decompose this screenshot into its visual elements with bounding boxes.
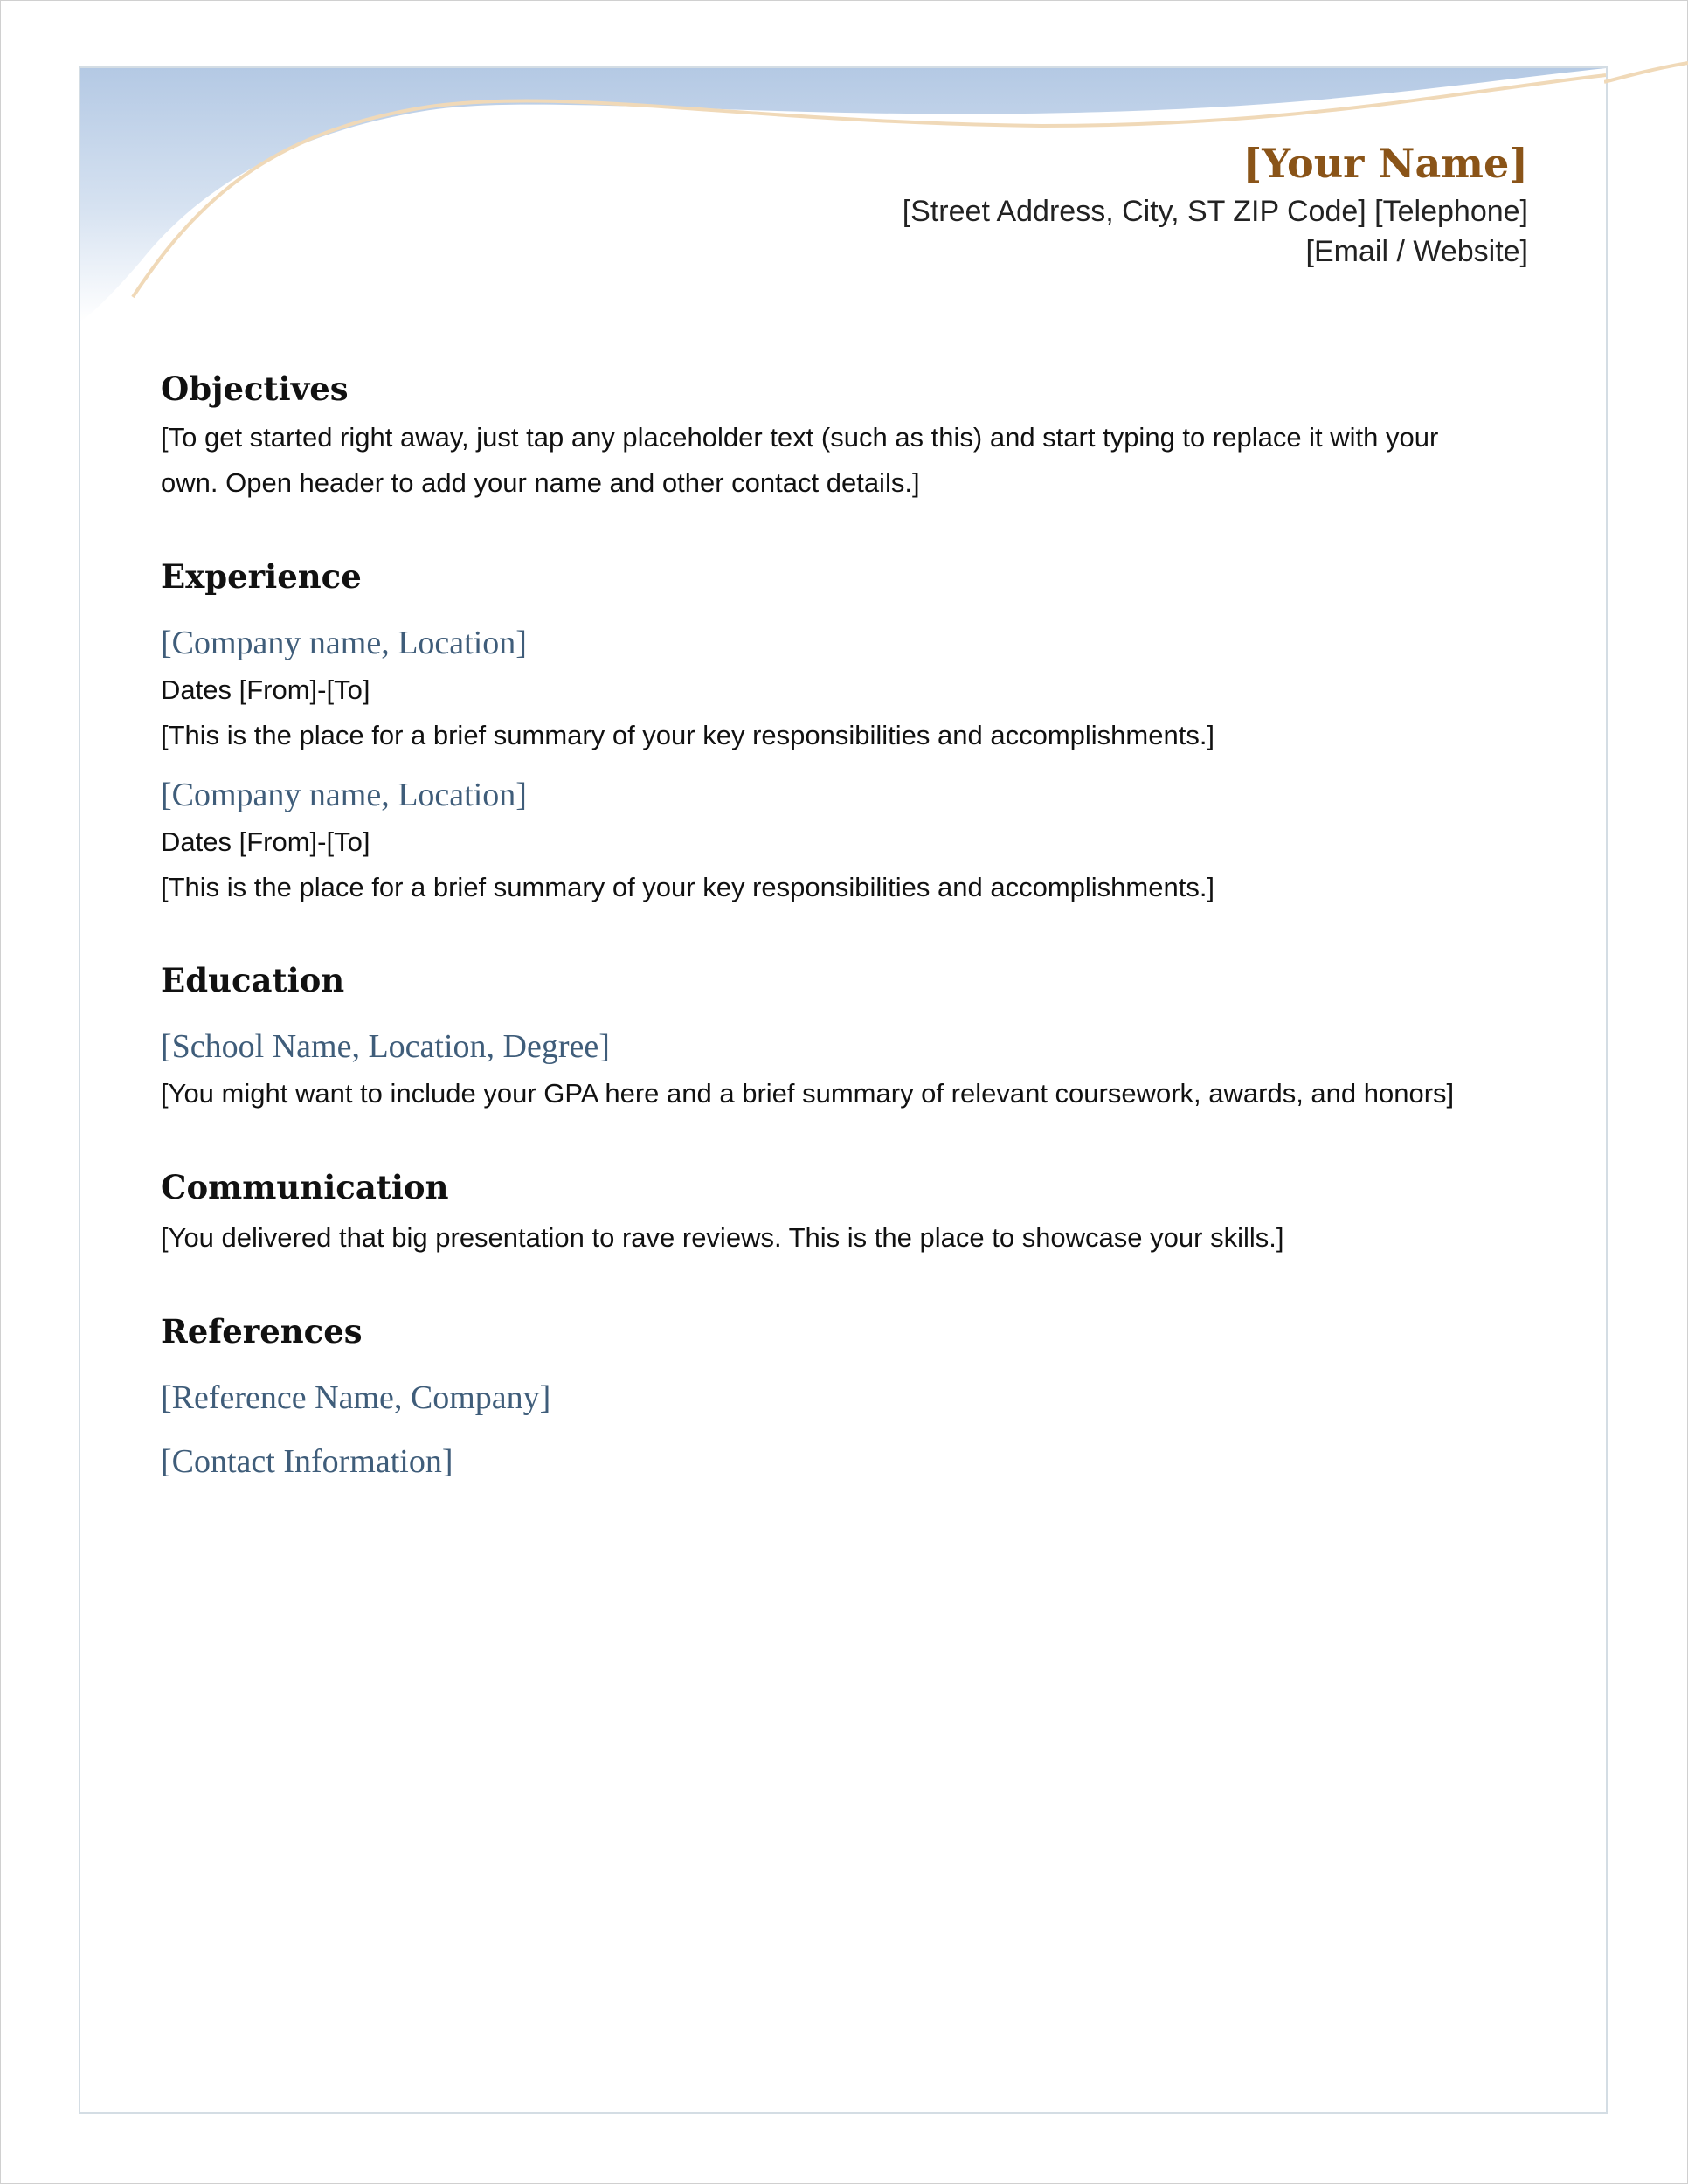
applicant-name[interactable]: [Your Name] xyxy=(1242,140,1528,187)
address-telephone-line[interactable]: [Street Address, City, ST ZIP Code] [Telephone] xyxy=(902,195,1528,228)
experience-dates-1[interactable]: Dates [From]-[To] xyxy=(161,674,370,705)
resume-page xyxy=(79,66,1608,2114)
education-heading: Education xyxy=(161,961,345,999)
experience-summary-1[interactable]: [This is the place for a brief summary of your key responsibilities and accomplishments.] xyxy=(161,720,1215,750)
reference-name[interactable]: [Reference Name, Company] xyxy=(161,1379,551,1416)
experience-dates-2[interactable]: Dates [From]-[To] xyxy=(161,826,370,857)
education-school[interactable]: [School Name, Location, Degree] xyxy=(161,1028,610,1065)
experience-heading: Experience xyxy=(161,557,362,596)
experience-company-2[interactable]: [Company name, Location] xyxy=(161,777,527,813)
communication-summary[interactable]: [You delivered that big presentation to rave reviews. This is the place to showcase your skills.] xyxy=(161,1222,1284,1253)
experience-company-1[interactable]: [Company name, Location] xyxy=(161,625,527,661)
education-summary[interactable]: [You might want to include your GPA here and a brief summary of relevant coursework, awards, and honors] xyxy=(161,1078,1455,1109)
objectives-heading: Objectives xyxy=(161,370,349,408)
email-website-line[interactable]: [Email / Website] xyxy=(1305,235,1528,268)
references-heading: References xyxy=(161,1312,363,1351)
reference-contact[interactable]: [Contact Information] xyxy=(161,1443,453,1480)
experience-summary-2[interactable]: [This is the place for a brief summary of your key responsibilities and accomplishments.] xyxy=(161,872,1215,902)
objectives-text-line-2[interactable]: own. Open header to add your name and other contact details.] xyxy=(161,467,920,498)
communication-heading: Communication xyxy=(161,1168,449,1206)
objectives-text-line-1[interactable]: [To get started right away, just tap any placeholder text (such as this) and start typing to replace it with your xyxy=(161,422,1439,453)
swoosh-tail-decoration xyxy=(1604,61,1688,87)
